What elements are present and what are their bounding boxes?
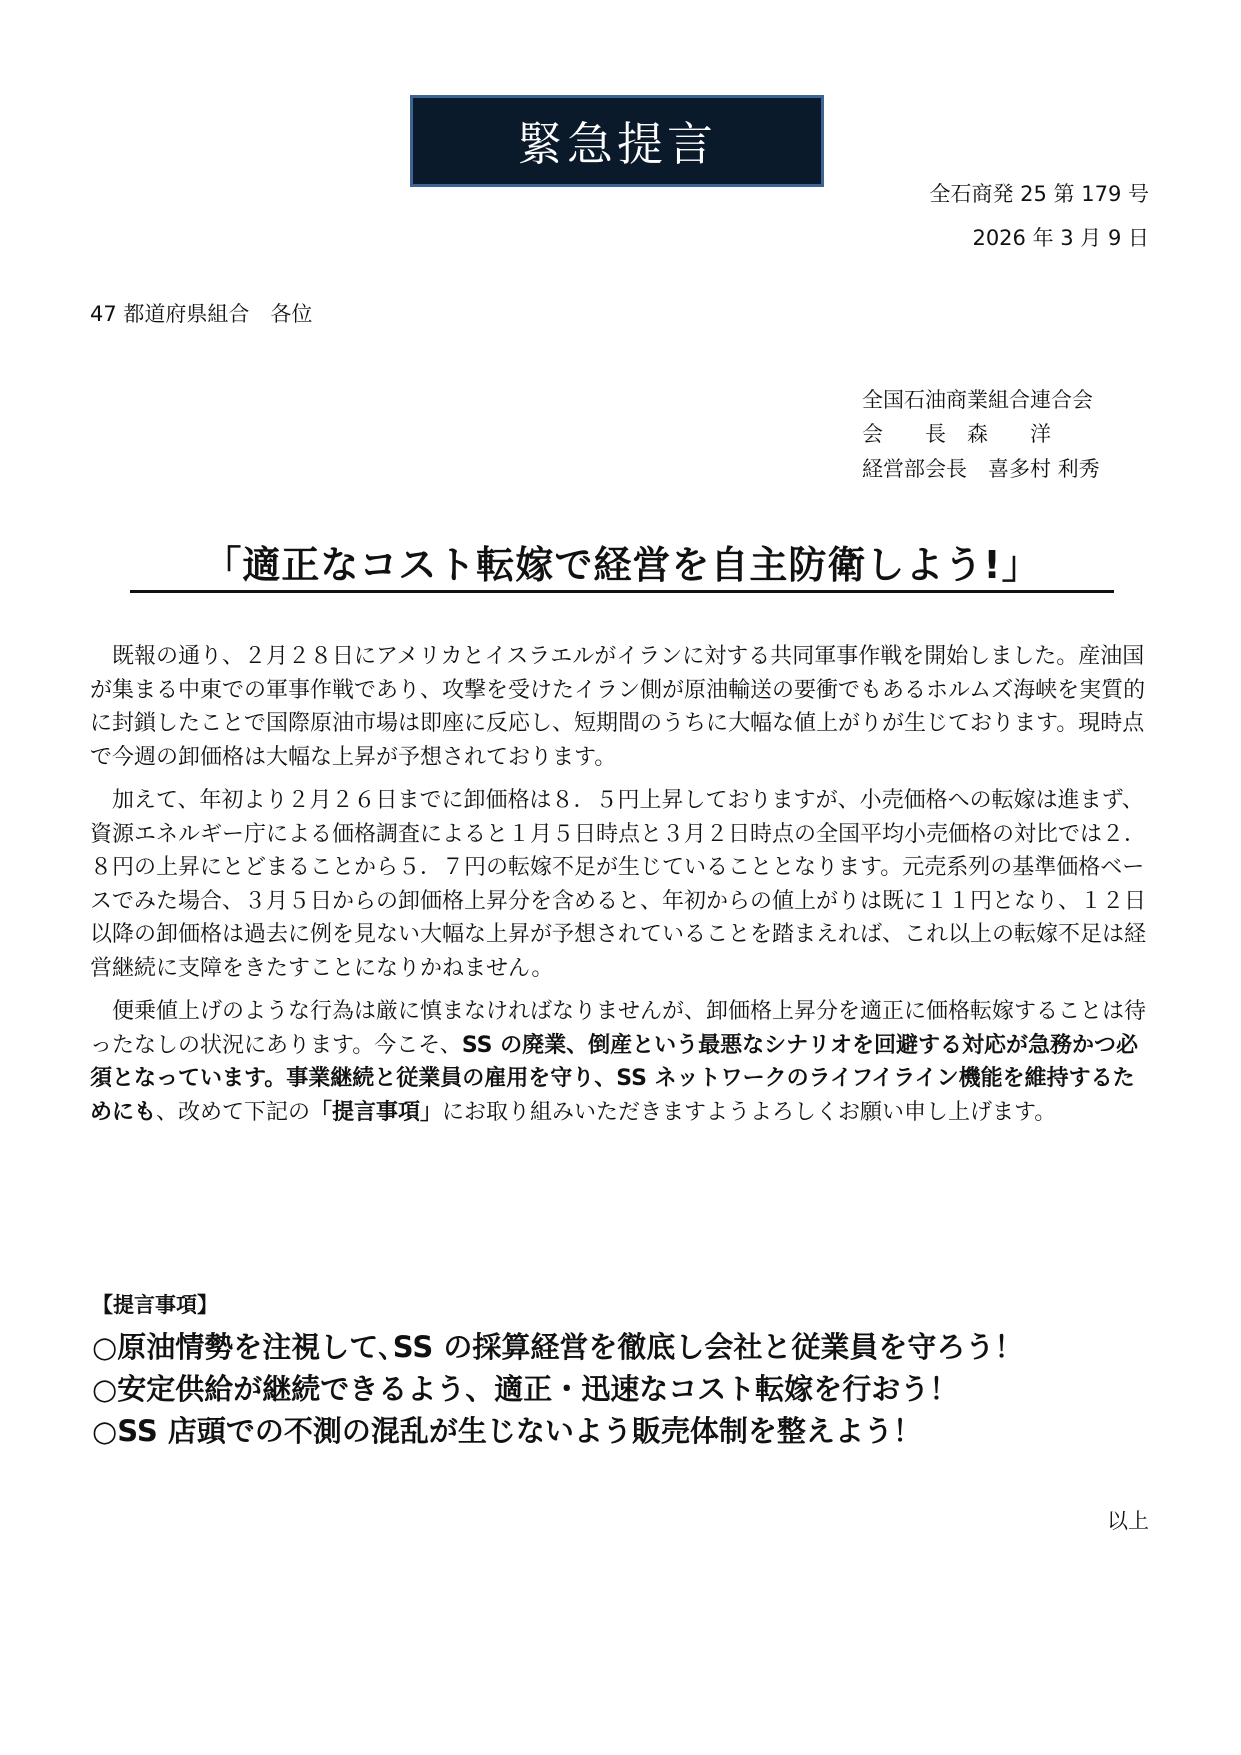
addressee: 47 都道府県組合 各位 — [90, 302, 313, 326]
paragraph-3-emphasis: SS の廃業、倒産という最悪なシナリオを回避する対応が急務かつ必須となっています。事業継続と従業員の雇用を守り、SS ネットワークのライフイライン機能を維持するためにも — [90, 1032, 1138, 1125]
paragraph-3-proposal-ref: 「提言事項」 — [310, 1099, 443, 1125]
proposal-item: ○原油情勢を注視して､SS の採算経営を徹底し会社と従業員を守ろう！ — [92, 1330, 1024, 1364]
reference-number: 全石商発 25 第 179 号 — [929, 182, 1149, 206]
paragraph-3-part-a: 便乗値上げのような行為は厳に慎まなければなりませんが、卸価格上昇分を適正に価格転嫁することは待ったなしの状況にあります。今こそ、 — [90, 999, 1147, 1058]
proposals-list — [92, 1326, 1023, 1452]
paragraph-3-part-c: 、改めて下記の — [156, 1099, 311, 1125]
proposal-item: ○SS 店頭での不測の混乱が生じないよう販売体制を整えよう！ — [92, 1414, 922, 1448]
body-text — [90, 640, 1150, 1139]
headline-underline — [130, 590, 1114, 593]
headline: 「適正なコスト転嫁で経営を自主防衛しよう!」 — [203, 543, 1041, 587]
proposals-heading: 【提言事項】 — [92, 1293, 218, 1317]
paragraph-1: 既報の通り、２月２８日にアメリカとイスラエルがイランに対する共同軍事作戦を開始しました。産油国が集まる中東での軍事作戦であり、攻撃を受けたイラン側が原油輸送の要衝でもあるホルムズ海峡を実質的に封鎖したことで国際原油市場は即座に反応し、短期間のうちに大幅な値上がりが生じております。現時点で今週の卸価格は大幅な上昇が予想されております。 — [90, 644, 1146, 770]
sender-manager: 経営部会長 喜多村 利秀 — [862, 457, 1100, 481]
title-banner — [410, 95, 824, 187]
paragraph-3-part-e: にお取り組みいただきますようよろしくお願い申し上げます。 — [442, 1099, 1057, 1125]
paragraph-3 — [90, 995, 1150, 1129]
sender-organization: 全国石油商業組合連合会 — [862, 388, 1093, 412]
paragraph-2: 加えて、年初より２月２６日までに卸価格は８．５円上昇しておりますが、小売価格への転嫁は進まず、資源エネルギー庁による価格調査によると１月５日時点と３月２日時点の全国平均小売価格の対比では２．８円の上昇にとどまることから５．７円の転嫁不足が生じていることとなります。元売系列の基準価格ベースでみた場合、３月５日からの卸価格上昇分を含めると、年初からの値上がりは既に１１円となり、１２日以降の卸価格は過去に例を見ない大幅な上昇が予想されていることを踏まえれば、これ以上の転嫁不足は経営継続に支障をきたすことになりかねません。 — [90, 788, 1147, 981]
banner-title: 緊急提言 — [517, 117, 717, 171]
closing-remark: 以上 — [1107, 1509, 1149, 1533]
document-date: 2026 年 3 月 9 日 — [972, 226, 1149, 250]
proposal-item: ○安定供給が継続できるよう、適正・迅速なコスト転嫁を行おう！ — [92, 1372, 959, 1406]
sender-president: 会 長 森 洋 — [862, 422, 1051, 446]
